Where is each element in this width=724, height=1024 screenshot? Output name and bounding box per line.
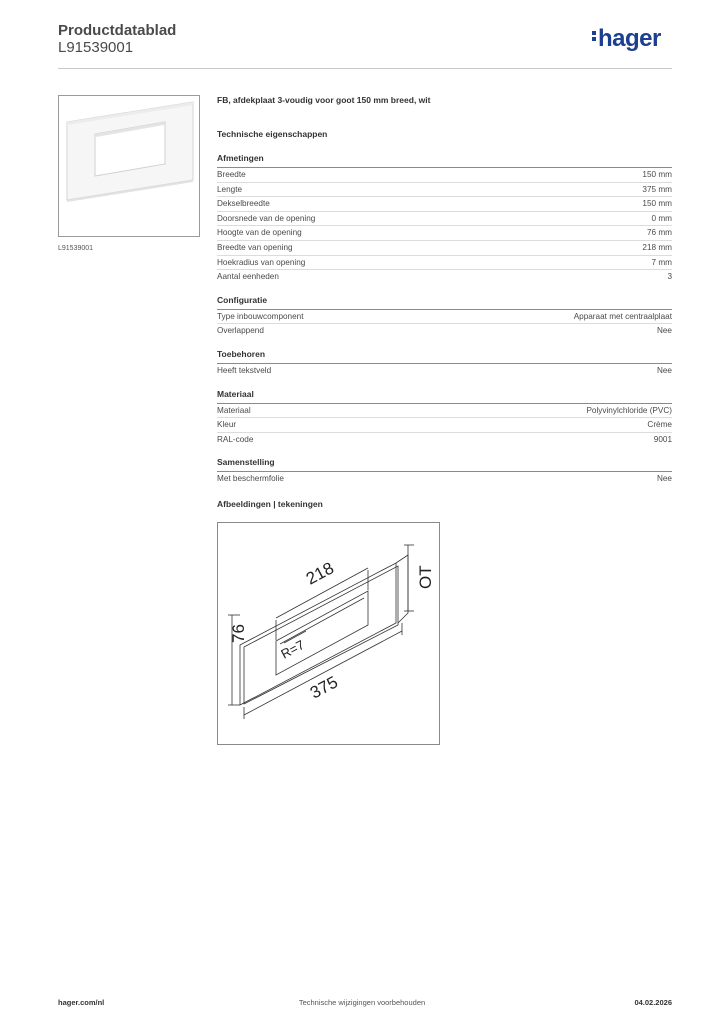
spec-value: Crème <box>647 420 672 430</box>
spec-label: Breedte <box>217 170 246 179</box>
header-divider <box>58 68 672 69</box>
length-label: 375 <box>306 672 341 703</box>
spec-value: Nee <box>656 474 672 484</box>
product-image <box>58 95 200 237</box>
hager-logo <box>592 27 661 51</box>
width-label: 218 <box>302 558 337 589</box>
spec-row <box>217 183 672 198</box>
spec-row <box>217 241 672 256</box>
product-description: FB, afdekplaat 3-voudig voor goot 150 mm breed, wit <box>217 95 431 105</box>
group-heading: Samenstelling <box>217 457 672 472</box>
height-label: 76 <box>229 624 248 643</box>
logo-text: hager <box>598 25 661 52</box>
spec-label: Overlappend <box>217 326 264 336</box>
spec-row <box>217 197 672 212</box>
spec-label: Materiaal <box>217 405 251 415</box>
spec-value: 150 mm <box>642 170 672 179</box>
spec-row <box>217 324 672 339</box>
spec-row <box>217 310 672 325</box>
product-code: L91539001 <box>58 39 134 56</box>
spec-row <box>217 418 672 433</box>
spec-row <box>217 226 672 241</box>
spec-value: 150 mm <box>642 199 672 209</box>
spec-value: 7 mm <box>651 257 672 267</box>
spec-list <box>217 168 672 285</box>
spec-row <box>217 168 672 183</box>
spec-label: Breedte van opening <box>217 242 293 252</box>
spec-label: Dekselbreedte <box>217 199 270 209</box>
spec-value: 375 mm <box>642 184 672 194</box>
page-title: Productdatablad <box>58 22 177 39</box>
spec-value: Nee <box>656 326 672 336</box>
spec-value: 0 mm <box>651 213 672 223</box>
spec-row <box>217 364 672 379</box>
spec-label: Kleur <box>217 420 237 430</box>
spec-row <box>217 256 672 271</box>
spec-list <box>217 472 672 487</box>
spec-label: Hoogte van de opening <box>217 228 302 238</box>
radius-label: R=7 <box>278 637 307 662</box>
spec-value: 9001 <box>653 434 672 444</box>
logo-dots-icon <box>592 31 596 43</box>
spec-value: Polyvinylchloride (PVC) <box>586 405 672 415</box>
spec-label: Type inbouwcomponent <box>217 311 304 321</box>
spec-list <box>217 404 672 448</box>
group-heading: Toebehoren <box>217 349 672 364</box>
spec-label: Hoekradius van opening <box>217 257 306 267</box>
group-heading: Materiaal <box>217 389 672 404</box>
spec-label: Heeft tekstveld <box>217 365 272 375</box>
footer-note: Technische wijzigingen voorbehouden <box>298 998 426 1007</box>
technical-drawing <box>217 522 440 745</box>
spec-label: Lengte <box>217 184 243 194</box>
image-caption: L91539001 <box>58 245 94 252</box>
spec-content <box>217 95 672 513</box>
footer-website: hager.com/nl <box>58 998 105 1007</box>
spec-row <box>217 472 672 487</box>
spec-row <box>217 404 672 419</box>
group-heading: Afmetingen <box>217 153 672 168</box>
spec-groups <box>217 153 672 487</box>
spec-row <box>217 270 672 285</box>
spec-list <box>217 364 672 379</box>
spec-value: 3 <box>667 272 672 282</box>
group-heading: Configuratie <box>217 295 672 310</box>
spec-value: 218 mm <box>642 242 672 252</box>
spec-value: Nee <box>656 365 672 375</box>
spec-value: Apparaat met centraalplaat <box>573 311 672 321</box>
spec-label: RAL-code <box>217 434 254 444</box>
dimension-drawing <box>218 523 439 744</box>
spec-label: Doorsnede van de opening <box>217 213 316 223</box>
spec-value: 76 mm <box>646 228 672 238</box>
spec-label: Met beschermfolie <box>217 474 284 484</box>
spec-list <box>217 310 672 339</box>
cover-plate-image <box>59 96 199 236</box>
drawings-heading: Afbeeldingen | tekeningen <box>217 498 323 509</box>
footer-date: 04.02.2026 <box>634 998 672 1007</box>
spec-row <box>217 433 672 448</box>
spec-label: Aantal eenheden <box>217 272 279 282</box>
spec-row <box>217 212 672 227</box>
tech-properties-heading: Technische eigenschappen <box>217 129 328 139</box>
ot-label: OT <box>416 565 435 589</box>
